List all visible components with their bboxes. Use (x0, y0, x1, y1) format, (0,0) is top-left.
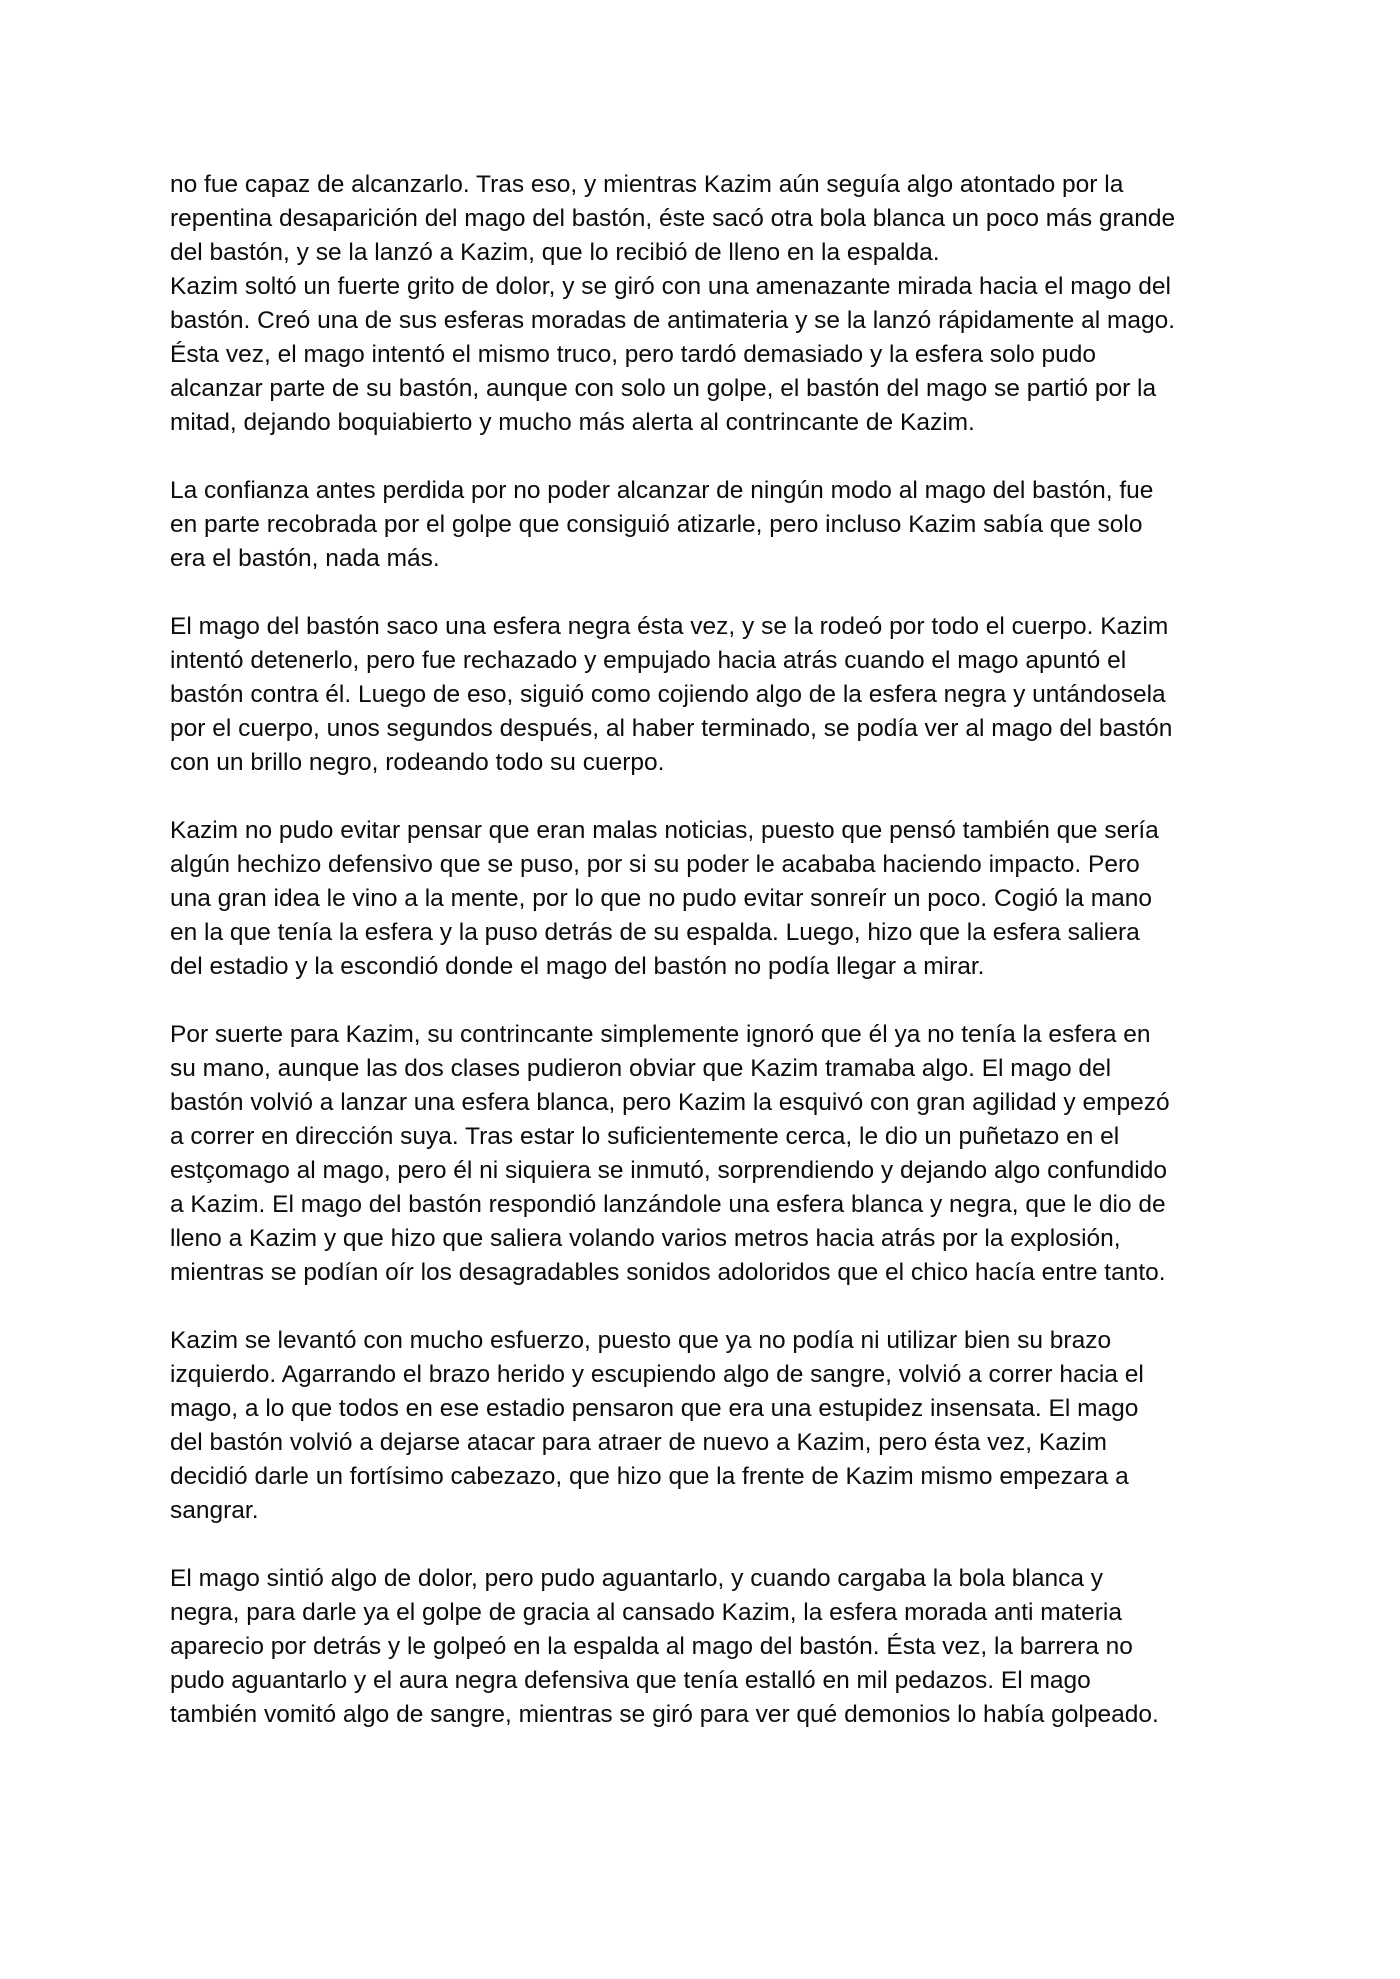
text-line: en la que tenía la esfera y la puso detrás de su espalda. Luego, hizo que la esfera saliera (170, 919, 1140, 946)
text-line: izquierdo. Agarrando el brazo herido y escupiendo algo de sangre, volvió a correr hacia el (170, 1361, 1144, 1388)
text-line: Por suerte para Kazim, su contrincante simplemente ignoró que él ya no tenía la esfera en (170, 1021, 1151, 1048)
text-line: bastón volvió a lanzar una esfera blanca, pero Kazim la esquivó con gran agilidad y empezó (170, 1089, 1170, 1116)
text-line: alcanzar parte de su bastón, aunque con solo un golpe, el bastón del mago se partió por la (170, 375, 1157, 402)
text-line: del bastón volvió a dejarse atacar para atraer de nuevo a Kazim, pero ésta vez, Kazim (170, 1429, 1107, 1456)
text-line: mago, a lo que todos en ese estadio pensaron que era una estupidez insensata. El mago (170, 1395, 1139, 1422)
paragraph (170, 168, 1238, 440)
text-line: su mano, aunque las dos clases pudieron obviar que Kazim tramaba algo. El mago del (170, 1055, 1112, 1082)
text-line: lleno a Kazim y que hizo que saliera volando varios metros hacia atrás por la explosión, (170, 1225, 1121, 1252)
text-line: a Kazim. El mago del bastón respondió lanzándole una esfera blanca y negra, que le dio de (170, 1191, 1166, 1218)
text-line: no fue capaz de alcanzarlo. Tras eso, y mientras Kazim aún seguía algo atontado por la (170, 171, 1124, 198)
paragraph (170, 814, 1238, 984)
text-line: también vomitó algo de sangre, mientras se giró para ver qué demonios lo había golpeado. (170, 1701, 1159, 1728)
text-line: en parte recobrada por el golpe que consiguió atizarle, pero incluso Kazim sabía que solo (170, 511, 1143, 538)
paragraph (170, 610, 1238, 780)
text-line: bastón. Creó una de sus esferas moradas de antimateria y se la lanzó rápidamente al mago. (170, 307, 1176, 334)
text-line: sangrar. (170, 1497, 259, 1524)
text-line: negra, para darle ya el golpe de gracia al cansado Kazim, la esfera morada anti materia (170, 1599, 1122, 1626)
paragraph (170, 1324, 1238, 1528)
text-line: intentó detenerlo, pero fue rechazado y empujado hacia atrás cuando el mago apuntó el (170, 647, 1127, 674)
text-line: mitad, dejando boquiabierto y mucho más alerta al contrincante de Kazim. (170, 409, 975, 436)
text-line: del estadio y la escondió donde el mago del bastón no podía llegar a mirar. (170, 953, 985, 980)
text-line: Ésta vez, el mago intentó el mismo truco, pero tardó demasiado y la esfera solo pudo (170, 341, 1097, 368)
text-line: Kazim soltó un fuerte grito de dolor, y se giró con una amenazante mirada hacia el mago del (170, 273, 1171, 300)
text-line: algún hechizo defensivo que se puso, por si su poder le acababa haciendo impacto. Pero (170, 851, 1140, 878)
text-line: El mago del bastón saco una esfera negra ésta vez, y se la rodeó por todo el cuerpo. Kazim (170, 613, 1169, 640)
text-line: La confianza antes perdida por no poder alcanzar de ningún modo al mago del bastón, fue (170, 477, 1154, 504)
text-line: El mago sintió algo de dolor, pero pudo aguantarlo, y cuando cargaba la bola blanca y (170, 1565, 1104, 1592)
text-line: era el bastón, nada más. (170, 545, 440, 572)
document-body (170, 168, 1238, 1732)
paragraph (170, 1562, 1238, 1732)
paragraph (170, 474, 1238, 576)
text-line: estçomago al mago, pero él ni siquiera se inmutó, sorprendiendo y dejando algo confundido (170, 1157, 1167, 1184)
text-line: Kazim se levantó con mucho esfuerzo, puesto que ya no podía ni utilizar bien su brazo (170, 1327, 1112, 1354)
text-line: pudo aguantarlo y el aura negra defensiva que tenía estalló en mil pedazos. El mago (170, 1667, 1091, 1694)
text-line: Kazim no pudo evitar pensar que eran malas noticias, puesto que pensó también que sería (170, 817, 1159, 844)
text-line: a correr en dirección suya. Tras estar lo suficientemente cerca, le dio un puñetazo en el (170, 1123, 1120, 1150)
text-line: mientras se podían oír los desagradables sonidos adoloridos que el chico hacía entre tanto. (170, 1259, 1166, 1286)
text-line: del bastón, y se la lanzó a Kazim, que lo recibió de lleno en la espalda. (170, 239, 940, 266)
text-line: bastón contra él. Luego de eso, siguió como cojiendo algo de la esfera negra y untándosela (170, 681, 1166, 708)
paragraph (170, 1018, 1238, 1290)
text-line: aparecio por detrás y le golpeó en la espalda al mago del bastón. Ésta vez, la barrera no (170, 1633, 1133, 1660)
text-line: decidió darle un fortísimo cabezazo, que hizo que la frente de Kazim mismo empezara a (170, 1463, 1129, 1490)
text-line: repentina desaparición del mago del bastón, éste sacó otra bola blanca un poco más grande (170, 205, 1176, 232)
text-line: por el cuerpo, unos segundos después, al haber terminado, se podía ver al mago del bastón (170, 715, 1173, 742)
text-line: con un brillo negro, rodeando todo su cuerpo. (170, 749, 665, 776)
text-line: una gran idea le vino a la mente, por lo que no pudo evitar sonreír un poco. Cogió la mano (170, 885, 1152, 912)
